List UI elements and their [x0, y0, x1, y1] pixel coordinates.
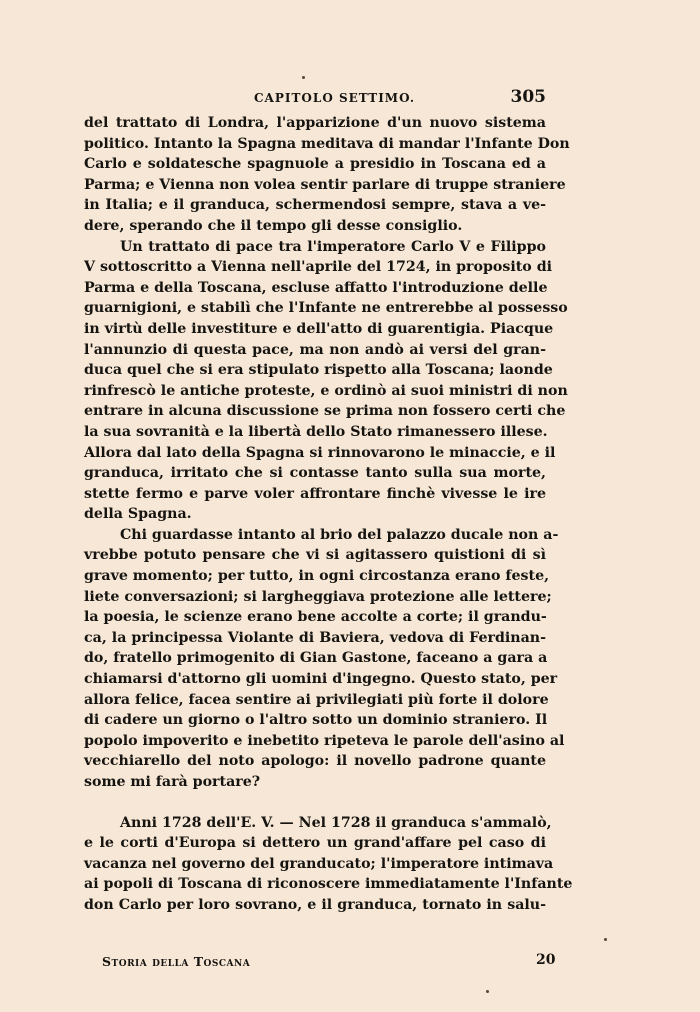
- text-line: di cadere un giorno o l'altro sotto un dominio straniero. Il: [84, 712, 548, 729]
- text-line: granduca, irritato che si contasse tanto sulla sua morte,: [84, 465, 546, 482]
- text-line: e le corti d'Europa si dettero un grand'affare pel caso di: [84, 835, 546, 852]
- text-line: popolo impoverito e inebetito ripeteva le parole dell'asino al: [84, 732, 565, 749]
- text-line: chiamarsi d'attorno gli uomini d'ingegno. Questo stato, per: [84, 671, 558, 688]
- text-line: politico. Intanto la Spagna meditava di mandar l'Infante Don: [84, 135, 570, 152]
- paragraph: [84, 113, 570, 237]
- text-line: Parma e della Toscana, escluse affatto l'introduzione delle: [84, 279, 548, 296]
- text-line: do, fratello primogenito di Gian Gastone, faceano a gara a: [84, 650, 548, 667]
- text-line: grave momento; per tutto, in ogni circostanza erano feste,: [84, 568, 550, 585]
- running-title: CAPITOLO SETTIMO.: [254, 91, 416, 105]
- body-text: [84, 113, 573, 916]
- paragraph: [84, 813, 573, 916]
- text-line: vecchiarello del noto apologo: il novello padrone quante: [84, 753, 546, 770]
- text-line: some mi farà portare?: [84, 774, 261, 790]
- text-line: duca quel che si era stipulato rispetto alla Toscana; laonde: [84, 362, 553, 379]
- text-line: stette fermo e parve voler affrontare finchè vivesse le ire: [84, 485, 546, 502]
- text-line: Allora dal lato della Spagna si rinnovarono le minaccie, e il: [84, 444, 556, 461]
- text-line: la poesia, le scienze erano bene accolte a corte; il grandu-: [84, 609, 547, 626]
- page-header: [84, 87, 546, 109]
- text-line: l'annunzio di questa pace, ma non andò ai versi del gran-: [84, 341, 546, 358]
- text-line: ai popoli di Toscana di riconoscere immediatamente l'Infante: [84, 876, 573, 893]
- text-line: della Spagna.: [84, 506, 192, 523]
- text-line: Chi guardasse intanto al brio del palazzo ducale non a-: [120, 526, 559, 543]
- text-line: entrare in alcuna discussione se prima non fossero certi che: [84, 403, 566, 420]
- text-line: la sua sovranità e la libertà dello Stato rimanessero illese.: [84, 423, 548, 440]
- text-line: vacanza nel governo del granducato; l'imperatore intimava: [84, 855, 554, 872]
- book-title: Storia della Toscana: [102, 954, 251, 969]
- text-line: ca, la principessa Violante di Baviera, vedova di Ferdinan-: [84, 629, 546, 646]
- text-line: in Italia; e il granduca, schermendosi sempre, stava a ve-: [84, 197, 546, 214]
- print-speck: [486, 990, 489, 993]
- page-footer: [102, 952, 564, 972]
- text-line: Un trattato di pace tra l'imperatore Carlo V e Filippo: [120, 238, 546, 255]
- paragraph: [84, 525, 565, 793]
- text-line: Parma; e Vienna non volea sentir parlare di truppe straniere: [84, 176, 566, 193]
- text-line: in virtù delle investiture e dell'atto di guarentigia. Piacque: [84, 320, 554, 337]
- text-line: Carlo e soldatesche spagnuole a presidio in Toscana ed a: [84, 156, 546, 173]
- text-line: dere, sperando che il tempo gli desse consiglio.: [84, 217, 463, 234]
- text-line: rinfrescò le antiche proteste, e ordinò ai suoi ministri di non: [84, 382, 568, 399]
- page-number: 305: [510, 87, 546, 107]
- section-gap: [84, 793, 546, 813]
- print-speck: [302, 76, 305, 79]
- text-line: don Carlo per loro sovrano, e il granduca, tornato in salu-: [84, 896, 546, 913]
- text-line: Anni 1728 dell'E. V. — Nel 1728 il granduca s'ammalò,: [120, 814, 552, 831]
- text-line: guarnigioni, e stabilì che l'Infante ne entrerebbe al possesso: [84, 300, 568, 317]
- text-line: liete conversazioni; si largheggiava protezione alle lettere;: [84, 588, 552, 605]
- signature-mark: 20: [536, 952, 556, 968]
- text-line: V sottoscritto a Vienna nell'aprile del 1724, in proposito di: [84, 259, 553, 276]
- paragraph: [84, 237, 568, 525]
- print-speck: [604, 938, 607, 941]
- text-line: vrebbe potuto pensare che vi si agitassero quistioni di sì: [84, 547, 546, 564]
- text-line: del trattato di Londra, l'apparizione d'un nuovo sistema: [84, 115, 546, 131]
- text-line: allora felice, facea sentire ai privilegiati più forte il dolore: [84, 691, 549, 708]
